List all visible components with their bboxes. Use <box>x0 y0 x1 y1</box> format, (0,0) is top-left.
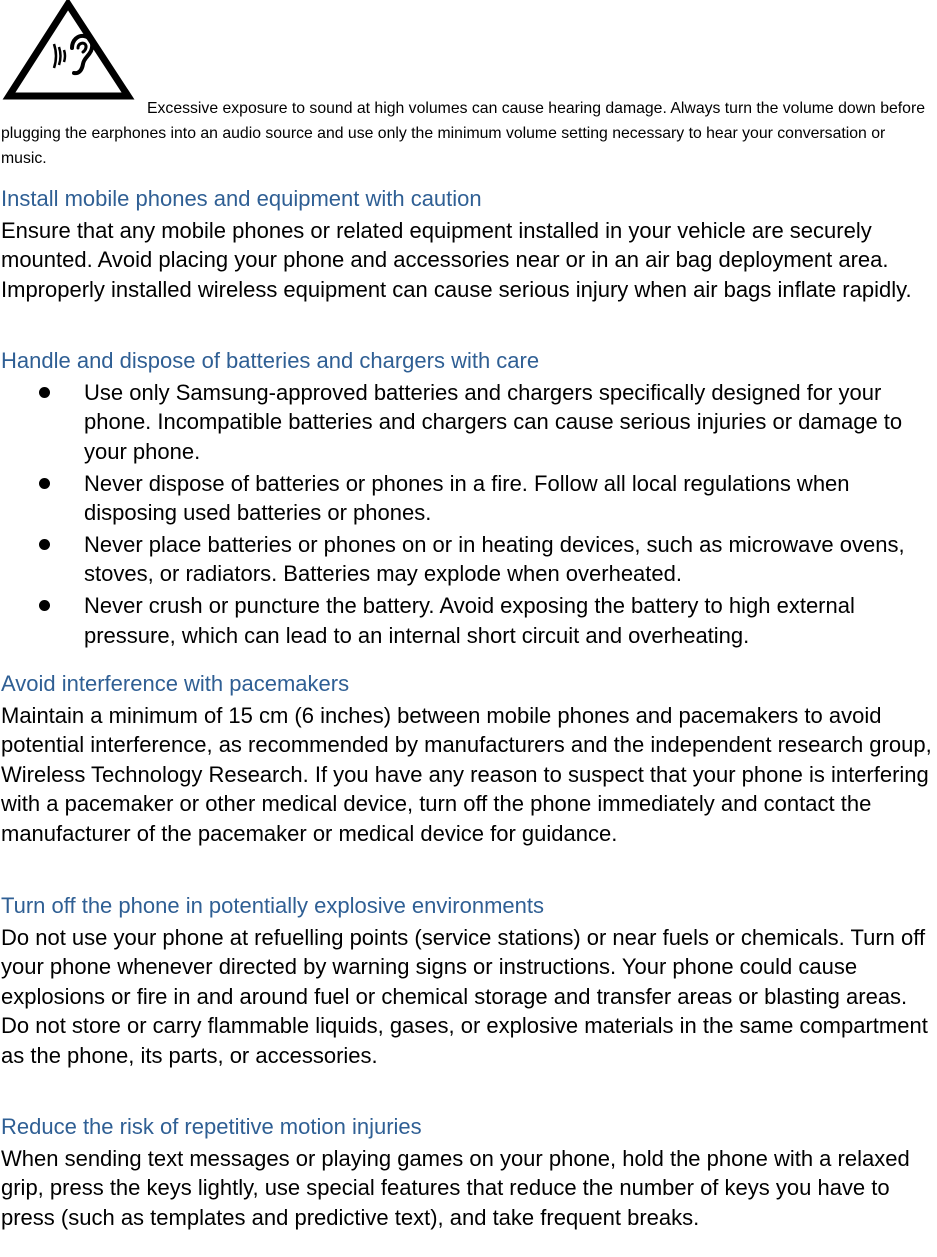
section-body: Maintain a minimum of 15 cm (6 inches) between mobile phones and pacemakers to avoid potential interference, as recommended by manufacturers and the independent research group, Wireless Technology Research. If you have any reason to suspect that your phone is interfering with a pacemaker or other medical device, turn off the phone immediately and contact the manufacturer of the pacemaker or medical device for guidance. <box>1 703 932 846</box>
bullet-icon <box>39 387 50 398</box>
bullet-icon <box>39 478 50 489</box>
bullet-icon <box>39 539 50 550</box>
section-body: Do not use your phone at refuelling points (service stations) or near fuels or chemicals. Turn off your phone whenever directed by warning signs or instructions. Your phone could cause explosions or fire in and around fuel or chemical storage and transfer areas or blasting areas. Do not store or carry flammable liquids, gases, or explosive materials in the same compartment as the phone, its parts, or accessories. <box>1 925 928 1068</box>
section-pacemakers <box>1 669 935 848</box>
section-repetitive-motion <box>1 1112 935 1232</box>
list-item: Never place batteries or phones on or in heating devices, such as microwave ovens, stoves, or radiators. Batteries may explode when overheated. <box>1 530 935 589</box>
section-heading: Reduce the risk of repetitive motion injuries <box>1 1114 422 1139</box>
section-heading: Install mobile phones and equipment with caution <box>1 186 482 211</box>
bullet-icon <box>39 600 50 611</box>
section-heading: Handle and dispose of batteries and chargers with care <box>1 348 540 373</box>
hearing-damage-warning-icon <box>2 0 138 110</box>
section-body: When sending text messages or playing games on your phone, hold the phone with a relaxed grip, press the keys lightly, use special features that reduce the number of keys you have to press (such as templates and predictive text), and take frequent breaks. <box>1 1146 910 1230</box>
section-batteries <box>1 346 935 653</box>
hearing-warning-text <box>1 96 935 171</box>
section-vehicle-install <box>1 184 935 304</box>
section-body: Ensure that any mobile phones or related equipment installed in your vehicle are securely mounted. Avoid placing your phone and accessories near or in an air bag deployment area. Improperly installed wireless equipment can cause serious injury when air bags inflate rapidly. <box>1 218 912 302</box>
list-item: Never dispose of batteries or phones in a fire. Follow all local regulations when disposing used batteries or phones. <box>1 469 935 528</box>
list-item: Never crush or puncture the battery. Avoid exposing the battery to high external pressure, which can lead to an internal short circuit and overheating. <box>1 591 935 650</box>
hearing-warning-paragraph: Excessive exposure to sound at high volumes can cause hearing damage. Always turn the volume down before plugging the earphones into an audio source and use only the minimum volume setting necessary to hear your conversation or music. <box>1 100 926 167</box>
battery-bullet-list <box>1 378 935 650</box>
list-item: Use only Samsung-approved batteries and chargers specifically designed for your phone. Incompatible batteries and chargers can cause serious injuries or damage to your phone. <box>1 378 935 466</box>
section-heading: Turn off the phone in potentially explosive environments <box>1 893 544 918</box>
section-heading: Avoid interference with pacemakers <box>1 671 350 696</box>
section-explosive-environments <box>1 891 935 1070</box>
